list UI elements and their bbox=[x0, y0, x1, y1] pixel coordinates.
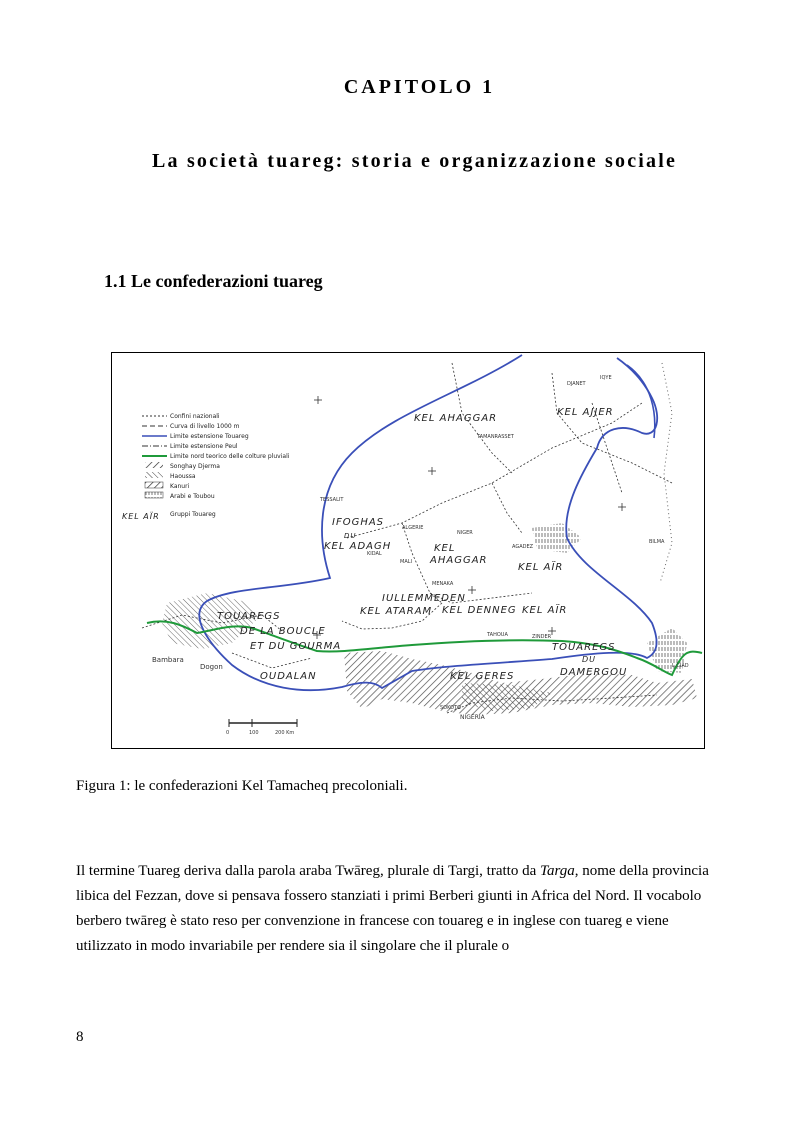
legend-item: Limite estensione Touareg bbox=[170, 433, 249, 440]
legend-item: Confini nazionali bbox=[170, 413, 220, 420]
region-ahaggar: AHAGGAR bbox=[430, 555, 488, 566]
region-kel-ajjer: KEL AJJER bbox=[557, 407, 614, 418]
label-menaka: MENAKA bbox=[432, 581, 454, 587]
label-bilma: BILMA bbox=[649, 539, 665, 545]
label-niger: NIGER bbox=[457, 530, 473, 536]
region-kel-ahaggar: KEL AHAGGAR bbox=[414, 413, 498, 424]
map-figure bbox=[111, 352, 705, 749]
region-iullemmeden: IULLEMMEDEN bbox=[382, 593, 466, 604]
region-kel-denneg: KEL DENNEG bbox=[442, 605, 517, 616]
page-number: 8 bbox=[76, 1029, 84, 1045]
label-nigeria: NIGERIA bbox=[460, 714, 485, 721]
label-zinder: ZINDER bbox=[532, 634, 552, 640]
label-dogon: Dogon bbox=[200, 663, 223, 671]
legend-item: Limite estensione Peul bbox=[170, 443, 238, 450]
region-damergou: DAMERGOU bbox=[560, 667, 628, 678]
map-legend bbox=[122, 413, 290, 521]
label-djanet: DJANET bbox=[567, 381, 586, 387]
region-touaregs: TOUAREGS bbox=[217, 611, 281, 622]
section-heading: 1.1 Le confederazioni tuareg bbox=[104, 271, 323, 291]
label-mali: MALI bbox=[400, 559, 412, 565]
region-du-dam: DU bbox=[582, 655, 597, 664]
label-kidal: KIDAL bbox=[367, 551, 382, 557]
body-text-1: Il termine Tuareg deriva dalla parola araba Twāreg, plurale di Targi, tratto da bbox=[76, 863, 540, 879]
region-kel-air-south: KEL AÏR bbox=[522, 605, 568, 616]
scale-zero: 0 bbox=[226, 730, 230, 736]
scale-mid: 100 bbox=[249, 730, 259, 736]
legend-item: Arabi e Toubou bbox=[170, 493, 215, 500]
body-text-2: , nome della provincia libica del Fezzan, dove si pensava fossero stanziati i primi Berberi giunti in Africa del Nord. Il vocabolo berbero twāreg è stato reso per convenzione in francese con touareg e in inglese con tuareg e viene utilizzato in modo invariabile per rendere sia il singolare che il plurale o bbox=[76, 863, 709, 954]
legend-item: Haoussa bbox=[170, 473, 196, 480]
region-kel-geres: KEL GERES bbox=[450, 671, 515, 682]
kanuri-area bbox=[660, 363, 672, 583]
label-algerie: ALGERIE bbox=[402, 525, 424, 531]
region-du: DU bbox=[344, 532, 357, 540]
label-tessalit: TESSALIT bbox=[320, 497, 344, 503]
region-kel-adagh: KEL ADAGH bbox=[324, 541, 392, 552]
region-ifoghas: IFOGHAS bbox=[332, 517, 385, 528]
label-agadez: AGADEZ bbox=[512, 544, 534, 550]
label-iqe: IQYE bbox=[600, 375, 612, 381]
region-touaregs-dam: TOUAREGS bbox=[552, 642, 616, 653]
body-italic-term: Targa bbox=[539, 863, 575, 879]
map-scale-bar bbox=[226, 719, 297, 736]
label-lacciad: L.CIAD bbox=[672, 663, 689, 669]
region-kel-ataram: KEL ATARAM bbox=[360, 606, 433, 617]
region-de-la-boucle: DE LA BOUCLE bbox=[240, 626, 326, 637]
legend-item: Kanuri bbox=[170, 483, 190, 490]
figure-caption: Figura 1: le confederazioni Kel Tamacheq precoloniali. bbox=[76, 778, 408, 794]
legend-item: Curva di livello 1000 m bbox=[170, 423, 240, 430]
region-oudalan: OUDALAN bbox=[260, 671, 317, 682]
scale-end: 200 Km bbox=[275, 730, 295, 736]
touareg-limit-line-ne bbox=[627, 365, 655, 438]
region-kel-air: KEL AÏR bbox=[518, 562, 564, 573]
label-bambara: Bambara bbox=[152, 656, 184, 664]
legend-item: Songhay Djerma bbox=[170, 463, 220, 470]
legend-item: Gruppi Touareg bbox=[170, 511, 216, 518]
chapter-title: La società tuareg: storia e organizzazione sociale bbox=[152, 150, 678, 172]
label-sokoto: SOKOTO bbox=[440, 705, 462, 711]
legend-item: Limite nord teorico delle colture pluviali bbox=[170, 453, 290, 460]
region-et-du-gourma: ET DU GOURMA bbox=[250, 641, 342, 652]
touareg-limit-line bbox=[199, 355, 657, 690]
tuareg-map bbox=[112, 353, 705, 749]
label-tamanrasset: TAMANRASSET bbox=[477, 434, 514, 440]
region-kel: KEL bbox=[434, 543, 456, 554]
body-paragraph bbox=[76, 859, 716, 959]
legend-sample-label: KEL AÏR bbox=[122, 512, 160, 521]
label-tahoua: TAHOUA bbox=[487, 632, 508, 638]
chapter-label: CAPITOLO 1 bbox=[343, 76, 496, 98]
arabi-area bbox=[532, 523, 582, 553]
